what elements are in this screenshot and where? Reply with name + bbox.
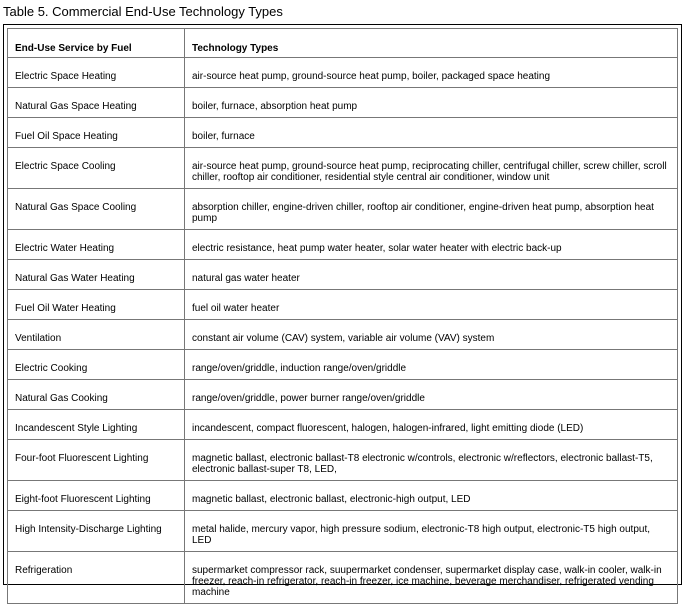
tech-cell: range/oven/griddle, power burner range/oven/griddle — [185, 380, 678, 410]
service-cell: Fuel Oil Space Heating — [8, 118, 185, 148]
table-row — [8, 410, 678, 440]
service-cell: High Intensity-Discharge Lighting — [8, 511, 185, 552]
service-cell: Eight-foot Fluorescent Lighting — [8, 481, 185, 511]
table-row — [8, 118, 678, 148]
service-cell: Natural Gas Water Heating — [8, 260, 185, 290]
tech-cell: air-source heat pump, ground-source heat pump, boiler, packaged space heating — [185, 58, 678, 88]
header-technology-types: Technology Types — [185, 29, 678, 58]
service-cell: Electric Water Heating — [8, 230, 185, 260]
tech-cell: magnetic ballast, electronic ballast, electronic-high output, LED — [185, 481, 678, 511]
tech-cell: boiler, furnace, absorption heat pump — [185, 88, 678, 118]
tech-cell: electric resistance, heat pump water heater, solar water heater with electric back-up — [185, 230, 678, 260]
tech-cell: fuel oil water heater — [185, 290, 678, 320]
service-cell: Electric Space Cooling — [8, 148, 185, 189]
table-row — [8, 481, 678, 511]
tech-cell: range/oven/griddle, induction range/oven/griddle — [185, 350, 678, 380]
table-row — [8, 230, 678, 260]
table-row — [8, 511, 678, 552]
tech-cell: boiler, furnace — [185, 118, 678, 148]
tech-cell: constant air volume (CAV) system, variable air volume (VAV) system — [185, 320, 678, 350]
table-row — [8, 440, 678, 481]
service-cell: Natural Gas Cooking — [8, 380, 185, 410]
table-row — [8, 260, 678, 290]
tech-cell: absorption chiller, engine-driven chiller, rooftop air conditioner, engine-driven heat pump, absorption heat pump — [185, 189, 678, 230]
table-row — [8, 88, 678, 118]
service-cell: Fuel Oil Water Heating — [8, 290, 185, 320]
table-row — [8, 148, 678, 189]
service-cell: Electric Space Heating — [8, 58, 185, 88]
table-row — [8, 189, 678, 230]
header-row — [8, 29, 678, 58]
service-cell: Natural Gas Space Heating — [8, 88, 185, 118]
tech-cell: supermarket compressor rack, suupermarket condenser, supermarket display case, walk-in cooler, walk-in freezer, reach-in refrigerator, reach-in freezer, ice machine, beverage merchandiser, refrigerated vending machine — [185, 552, 678, 604]
table-row — [8, 380, 678, 410]
tech-cell: metal halide, mercury vapor, high pressure sodium, electronic-T8 high output, electronic-T5 high output, LED — [185, 511, 678, 552]
table-row — [8, 58, 678, 88]
table-caption: Table 5. Commercial End-Use Technology Types — [3, 4, 283, 19]
tech-cell: air-source heat pump, ground-source heat pump, reciprocating chiller, centrifugal chiller, screw chiller, scroll chiller, rooftop air conditioner, residential style central air conditioner, window unit — [185, 148, 678, 189]
table-row — [8, 552, 678, 604]
service-cell: Refrigeration — [8, 552, 185, 604]
table-frame — [3, 24, 682, 598]
service-cell: Ventilation — [8, 320, 185, 350]
table-row — [8, 350, 678, 380]
table-row — [8, 290, 678, 320]
service-cell: Natural Gas Space Cooling — [8, 189, 185, 230]
table-row — [8, 320, 678, 350]
tech-cell: incandescent, compact fluorescent, halogen, halogen-infrared, light emitting diode (LED) — [185, 410, 678, 440]
header-end-use-service: End-Use Service by Fuel — [8, 29, 185, 58]
service-cell: Electric Cooking — [8, 350, 185, 380]
service-cell: Incandescent Style Lighting — [8, 410, 185, 440]
tech-cell: natural gas water heater — [185, 260, 678, 290]
tech-cell: magnetic ballast, electronic ballast-T8 electronic w/controls, electronic w/reflectors, electronic ballast-T5, electronic ballast-super T8, LED, — [185, 440, 678, 481]
service-cell: Four-foot Fluorescent Lighting — [8, 440, 185, 481]
technology-table — [7, 28, 678, 604]
